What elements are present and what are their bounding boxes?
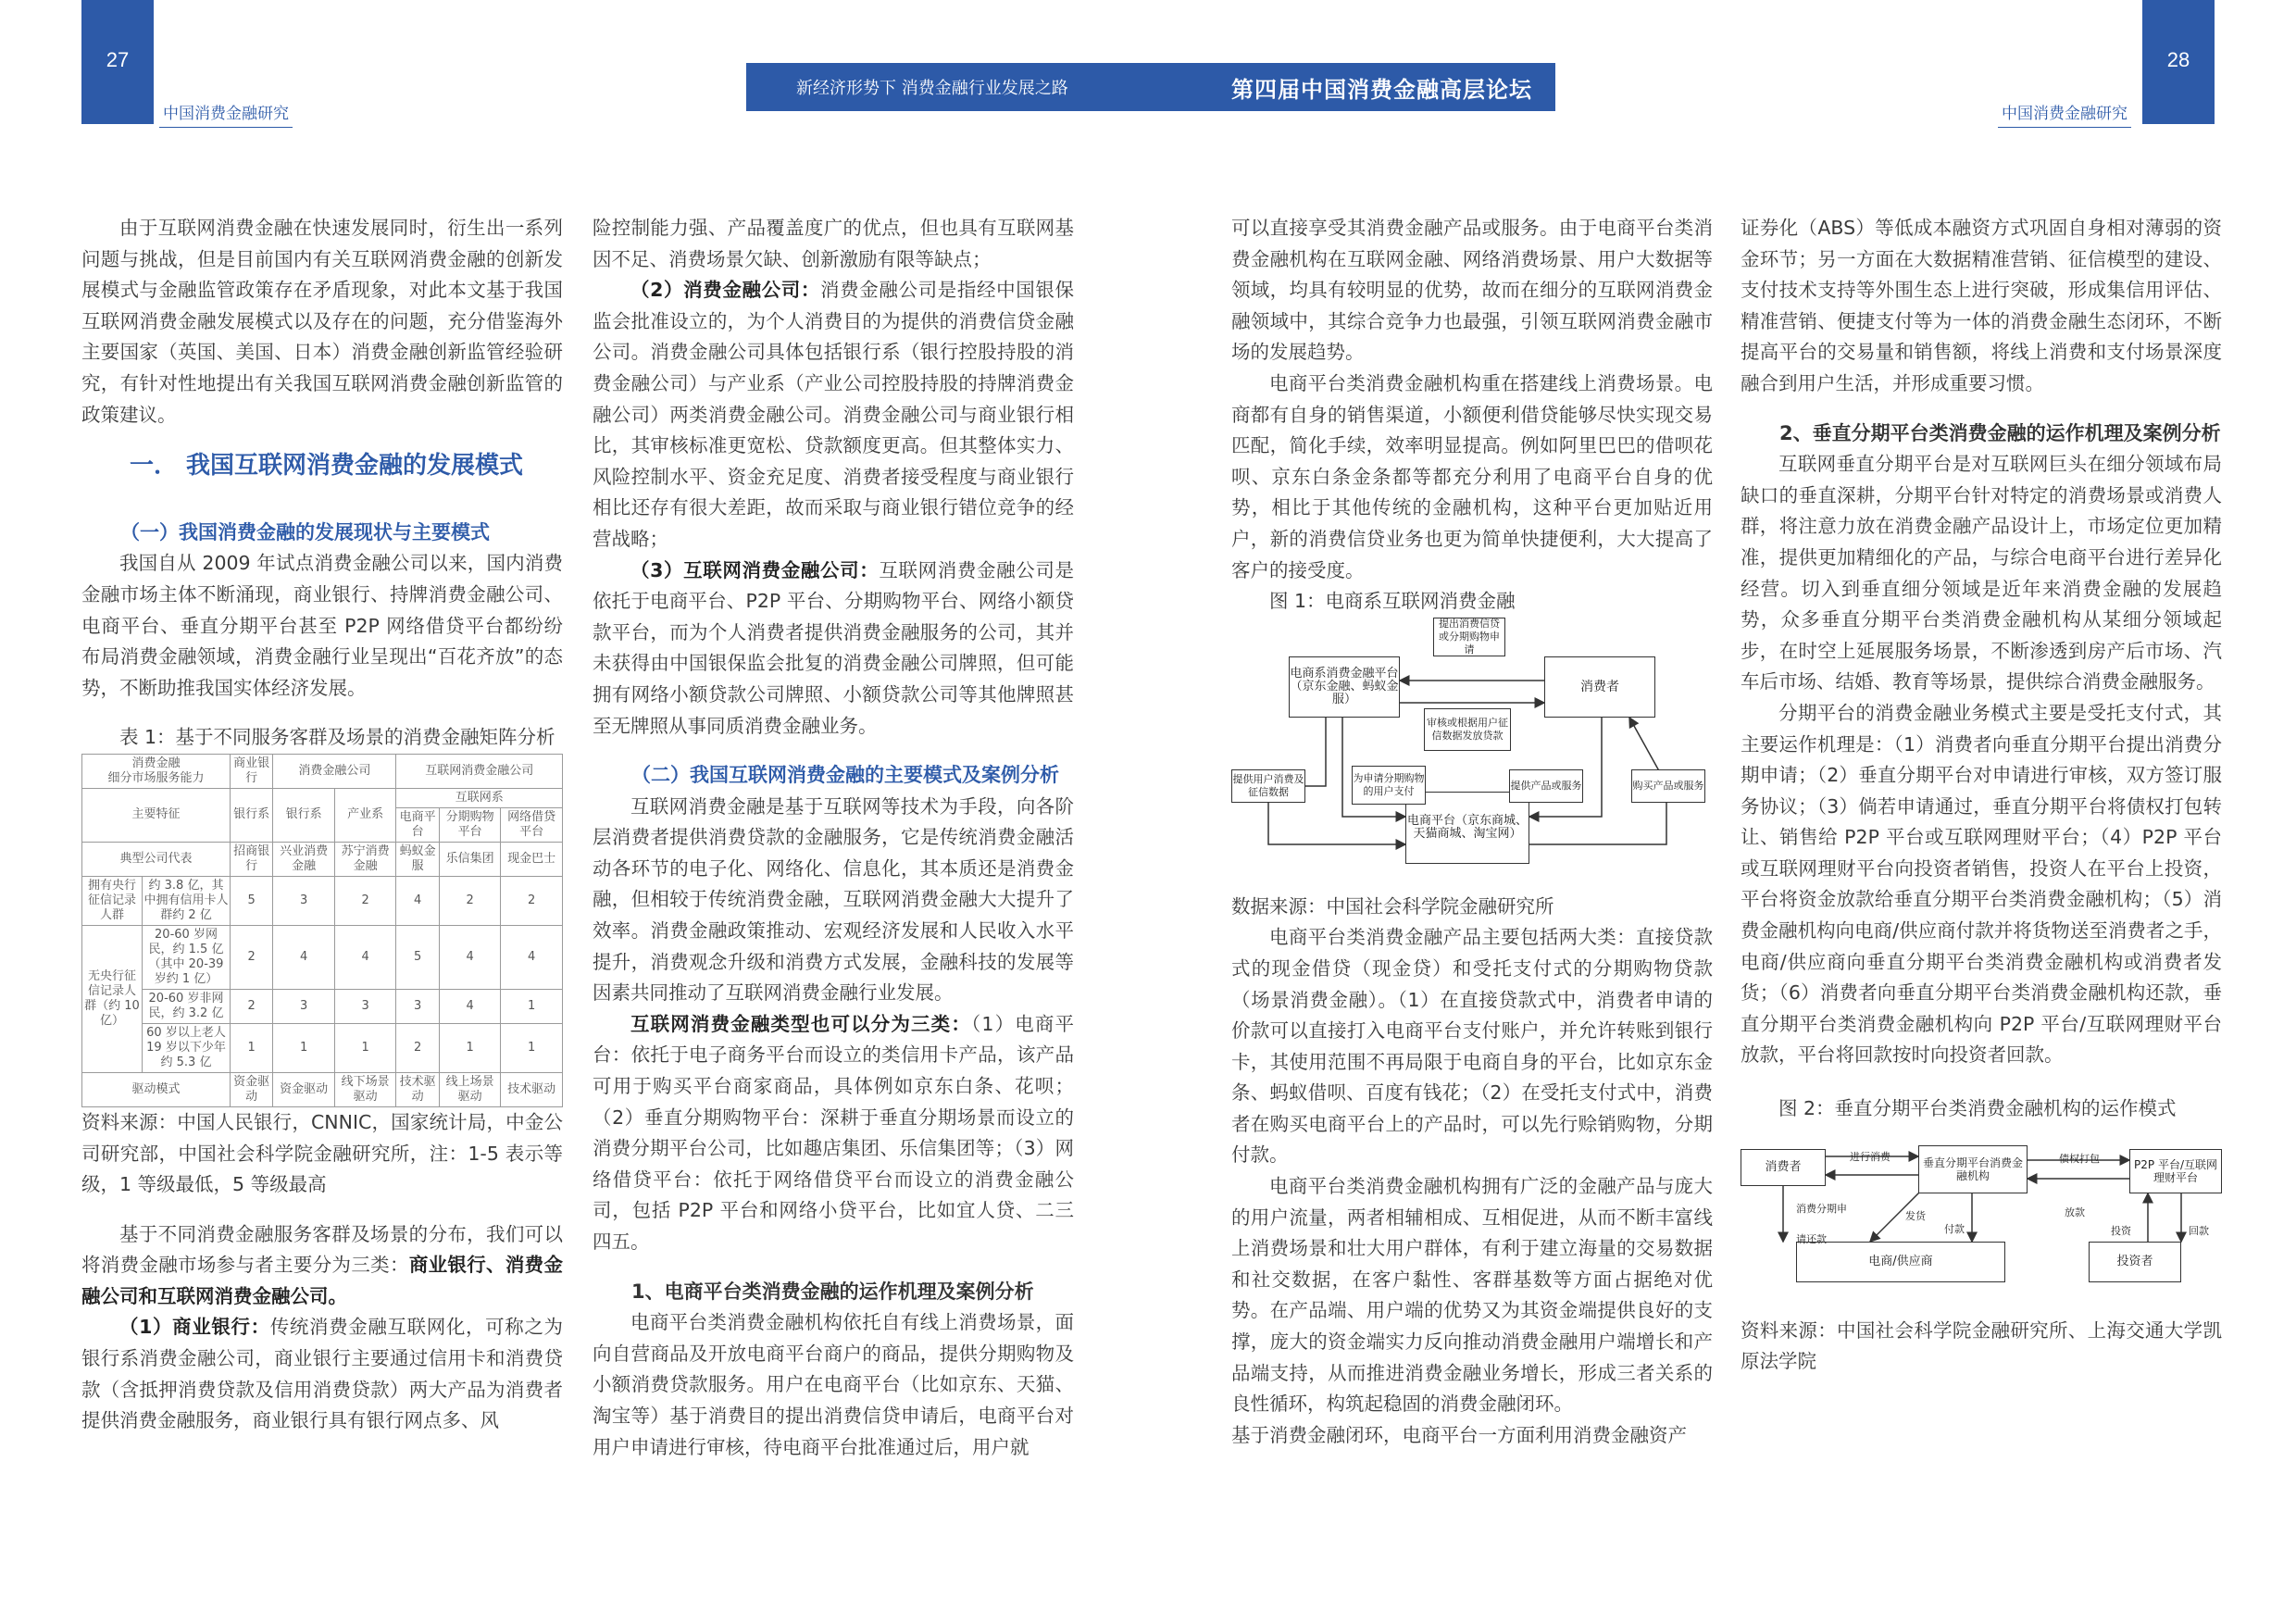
bold-text: （1）商业银行： [119,1316,270,1339]
ecommerce-platform-box: 电商平台（京东商城、天猫商城、淘宝网） [1405,792,1529,864]
label-return: 回款 [2189,1224,2209,1237]
table-source: 资料来源：中国人民银行，CNNIC，国家统计局，中金公司研究部，中国社会科学院金融研究所，注：1-5 表示等级，1 等级最低，5 等级最高 [81,1110,563,1196]
table-cell: 技术驱动 [501,1072,563,1106]
figure-source: 数据来源：中国社会科学院金融研究所 [1231,894,1554,918]
label-ship: 发货 [1905,1209,1926,1222]
table-cell: 线下场景驱动 [334,1072,396,1106]
figure-caption: 图 1：电商系互联网消费金融 [1269,590,1516,613]
bold-text: （2）消费金融公司： [630,279,821,302]
buy-box: 购买产品或服务 [1631,769,1705,803]
table-cell: 线上场景驱动 [439,1072,501,1106]
table-row-label: 主要特征 [82,788,231,842]
page-number-right: 28 [2142,0,2215,124]
table-header: 互联网系 [396,788,563,807]
paragraph: 互联网垂直分期平台是对互联网巨头在细分领域布局缺口的垂直深耕，分期平台针对特定的消费场景或消费人群，将注意力放在消费金融产品设计上，市场定位更加精准，提供更加精细化的产品，与综合电商平台进行差异化经营。切入到垂直细分领域是近年来消费金融的发展趋势，众多垂直分期平台类消费金融机构从某细分领域起步，在时空上延展服务场景，不断渗透到房产后市场、汽车后市场、结婚、教育等场景，提供综合消费金融服务。 [1741,453,2222,693]
column-4 [1741,213,2222,1378]
banner-title: 第四届中国消费金融高层论坛 [1231,76,1532,103]
forum-banner [746,63,1555,111]
p2p-platform-box: P2P 平台/互联网理财平台 [2129,1149,2222,1193]
table-cell: 3 [273,989,335,1023]
paragraph: 可以直接享受其消费金融产品或服务。由于电商平台类消费金融机构在互联网金融、网络消费场景、用户大数据等领域，均具有较明显的优势，故而在细分的互联网消费金融领域中，其综合竞争力也最强，引领互联网消费金融市场的发展趋势。 [1231,217,1713,364]
paragraph [593,275,1074,555]
table-row-label: 拥有央行征信记录人群 [82,876,143,925]
table-corner: 消费金融 细分市场服务能力 [82,754,231,788]
bold-text: 商业银行、消费金融公司和互联网消费金融公司。 [81,1254,563,1307]
table-cell: 4 [439,925,501,989]
text: 基于不同消费金融服务客群及场景的分布，我们可以将消费金融市场参与者主要分为三类： [81,1222,563,1277]
column-2 [593,213,1074,1463]
table-cell: 兴业消费金融 [273,842,335,876]
table-cell: 资金驱动 [231,1072,273,1106]
paragraph: 互联网消费金融是基于互联网等技术为手段，向各阶层消费者提供消费贷款的金融服务，它是传统消费金融活动各环节的电子化、网络化、信息化，其本质还是消费金融，但相较于传统消费金融，互联网消费金融大大提升了效率。消费金融政策推动、宏观经济发展和人民收入水平提升，消费观念升级和消费方式发展，金融科技的发展等因素共同推动了互联网消费金融行业发展。 [593,794,1074,1005]
vertical-platform-box: 垂直分期平台消费金融机构 [1918,1145,2028,1193]
table-row-label: 无央行征信记录人群（约 10 亿） [82,925,143,1072]
table-cell: 银行系 [231,788,273,842]
table-cell: 4 [501,925,563,989]
label-invest: 投资 [2111,1224,2131,1237]
figure-caption: 图 2：垂直分期平台类消费金融机构的运作模式 [1778,1097,2177,1120]
table-cell: 技术驱动 [396,1072,439,1106]
table-cell: 4 [439,989,501,1023]
table-caption: 表 1：基于不同服务客群及场景的消费金融矩阵分析 [119,726,555,749]
bold-text: （3）互联网消费金融公司： [630,558,880,581]
figure-2 [1741,1142,2222,1290]
table-cell: 网络借贷平台 [501,807,563,842]
paragraph: 电商平台类消费金融机构重在搭建线上消费场景。电商都有自身的销售渠道，小额便利借贷能够尽快实现交易匹配，简化手续，效率明显提高。例如阿里巴巴的借呗花呗、京东白条金条都等都充分利用了电商平台自身的优势，相比于其他传统的金融机构，这种平台更加贴近用户，新的消费信贷业务也更为简单快捷便利，大大提高了客户的接受度。 [1231,371,1713,581]
consumer-box: 消费者 [1741,1149,1826,1186]
paragraph: 分期平台的消费金融业务模式主要是受托支付式，其主要运作机理是：（1）消费者向垂直分期平台提出消费分期申请；（2）垂直分期平台对申请进行审核，双方签订服务协议；（3）倘若申请通过，垂直分期平台将债权打包转让、销售给 P2P 平台或互联网理财平台；（4）P2P 平台或互联网理财平台向投资者销售，投资人在平台上投资，平台将资金放款给垂直分期平台类消费金融机构；（5）消费金融机构向电商/供应商付款并将货物送至消费者之手，电商/供应商向垂直分期平台类消费金融机构或消费者发货；（6）消费者向垂直分期平台类消费金融机构还款，垂直分期平台类消费金融机构向 P2P 平台/互联网理财平台放款，平台将回款按时向投资者回款。 [1741,701,2222,1067]
pay-box: 为申请分期购物的用户支付 [1352,766,1426,805]
label-apply: 进行消费 [1850,1150,1890,1163]
table-header: 消费金融公司 [273,754,396,788]
label-pack: 债权打包 [2059,1152,2100,1165]
subsection-heading: （二）我国互联网消费金融的主要模式及案例分析 [631,764,1059,787]
label-pay: 付款 [1944,1222,1965,1235]
table-row-label: 典型公司代表 [82,842,231,876]
table-row-label: 60 岁以上老人 19 岁以下少年约 5.3 亿 [143,1023,231,1072]
table-header: 互联网消费金融公司 [396,754,563,788]
paragraph: 基于消费金融闭环，电商平台一方面利用消费金融资产 [1231,1423,1687,1446]
figure-source: 资料来源：中国社会科学院金融研究所、上海交通大学凯原法学院 [1741,1318,2222,1373]
column-1 [81,213,563,1437]
table-row-label: 20-60 岁网民，约 1.5 亿（其中 20-39 岁约 1 亿） [143,925,231,989]
table-header: 商业银行 [231,754,273,788]
table-cell: 蚂蚁金服 [396,842,439,876]
table-row-label: 20-60 岁非网民，约 3.2 亿 [143,989,231,1023]
column-3 [1231,213,1713,1451]
table-cell: 1 [334,1023,396,1072]
table-cell: 1 [501,1023,563,1072]
paragraph [81,1312,563,1436]
table-cell: 2 [334,876,396,925]
paragraph: 险控制能力强、产品覆盖度广的优点，但也具有互联网基因不足、消费场景欠缺、创新激励有限等缺点； [593,217,1074,270]
apply-box: 提出消费信贷或分期购物申请 [1433,618,1505,656]
paragraph: 电商平台类消费金融机构拥有广泛的金融产品与庞大的用户流量，两者相辅相成、互相促进，从而不断丰富线上消费场景和壮大用户群体，有利于建立海量的交易数据和社交数据，在客户黏性、客群基数等方面占据绝对优势。在产品端、用户端的优势又为其资金端提供良好的支撑，庞大的资金端实力反向推动消费金融用户端增长和产品端支持，从而推进消费金融业务增长，形成三者关系的良性循环，构筑起稳固的消费金融闭环。 [1231,1175,1713,1416]
page-number-left: 27 [81,0,154,124]
banner-subtitle: 新经济形势下 消费金融行业发展之路 [796,79,1068,98]
paragraph [81,1219,563,1313]
table-cell: 4 [273,925,335,989]
table-cell: 3 [273,876,335,925]
bold-text: 互联网消费金融类型也可以分为三类： [630,1012,971,1035]
paragraph [593,556,1074,743]
provide-box: 提供产品或服务 [1509,769,1583,803]
paragraph: 由于互联网消费金融在快速发展同时，衍生出一系列问题与挑战，但是目前国内有关互联网消费金融的创新发展模式与金融监管政策存在矛盾现象，对此本文基于我国互联网消费金融发展模式以及存在的问题，充分借鉴海外主要国家（英国、美国、日本）消费金融创新监管经验研究，有针对性地提出有关我国互联网消费金融创新监管的政策建议。 [81,217,563,426]
text: （1）电商平台：依托于电子商务平台而设立的类信用卡产品，该产品可用于购买平台商家商品，具体例如京东白条、花呗；（2）垂直分期购物平台：深耕于垂直分期场景而设立的消费分期平台公司，比如趣店集团、乐信集团等；（3）网络借贷平台：依托于网络借贷平台而设立的消费金融公司，包括 P2P 平台和网络小贷平台，比如宜人贷、二三四五。 [593,1012,1075,1253]
consumer-box: 消费者 [1544,656,1655,718]
investor-box: 投资者 [2089,1242,2181,1282]
brand-right: 中国消费金融研究 [1998,100,2131,128]
table-cell: 2 [231,989,273,1023]
paragraph: 我国自从 2009 年试点消费金融公司以来，国内消费金融市场主体不断涌现，商业银行、持牌消费金融公司、电商平台、垂直分期平台甚至 P2P 网络借贷平台都纷纷布局消费金融领域，消费金融行业呈现出“百花齐放”的态势，不断助推我国实体经济发展。 [81,552,563,699]
table-cell: 2 [439,876,501,925]
subsection-heading: （一）我国消费金融的发展现状与主要模式 [120,520,490,543]
paragraph: 证券化（ABS）等低成本融资方式巩固自身相对薄弱的资金环节；另一方面在大数据精准营销、征信模型的建设、支付技术支持等外围生态上进行突破，形成集信用评估、精准营销、便捷支付等为一体的消费金融生态闭环，不断提高平台的交易量和销售额，将线上消费和支付场景深度融合到用户生活，并形成重要习惯。 [1741,217,2222,394]
table-cell: 分期购物平台 [439,807,501,842]
text: 互联网消费金融公司是依托于电商平台、P2P 平台、分期购物平台、网络小额贷款平台，而为个人消费者提供消费金融服务的公司，其并未获得由中国银保监会批复的消费金融公司牌照，但可能拥有网络小额贷款公司牌照、小额贷款公司等其他牌照甚至无牌照从事同质消费金融业务。 [593,558,1075,737]
table-cell: 1 [273,1023,335,1072]
table-cell: 4 [334,925,396,989]
table-cell: 2 [501,876,563,925]
table-cell: 资金驱动 [273,1072,335,1106]
label-loan: 放款 [2065,1206,2085,1218]
subsection-heading: 2、垂直分期平台类消费金融的运作机理及案例分析 [1779,421,2221,444]
figure-1 [1231,618,1713,877]
table-cell: 银行系 [273,788,335,842]
user-data-box: 提供用户消费及征信数据 [1231,769,1305,803]
table-cell: 苏宁消费金融 [334,842,396,876]
table-cell: 2 [396,1023,439,1072]
text: 传统消费金融互联网化，可称之为银行系消费金融公司，商业银行主要通过信用卡和消费贷款（含抵押消费贷款及信用消费贷款）两大产品为消费者提供消费金融服务，商业银行具有银行网点多、风 [81,1316,564,1432]
table-cell: 2 [231,925,273,989]
table-cell: 3 [396,989,439,1023]
table-row-label: 约 3.8 亿，其中拥有信用卡人群约 2 亿 [143,876,231,925]
table-cell: 产业系 [334,788,396,842]
table-cell: 3 [334,989,396,1023]
text: 消费金融公司是指经中国银保监会批准设立的，为个人消费目的为提供的消费信贷金融公司。消费金融公司具体包括银行系（银行控股持股的消费金融公司）与产业系（产业公司控股持股的持牌消费金融公司）两类消费金融公司。消费金融公司与商业银行相比，其审核标准更宽松、贷款额度更高。但其整体实力、风险控制水平、资金充足度、消费者接受程度与商业银行相比还存有很大差距，故而采取与商业银行错位竞争的经营战略； [593,279,1075,550]
table-cell: 1 [439,1023,501,1072]
subsection-heading: 1、电商平台类消费金融的运作机理及案例分析 [631,1280,1034,1303]
review-box: 审核或根据用户征信数据发放贷款 [1424,708,1511,751]
section-heading: 一． 我国互联网消费金融的发展模式 [130,452,524,481]
paragraph: 电商平台类消费金融机构依托自有线上消费场景，面向自营商品及开放电商平台商户的商品，提供分期购物及小额消费贷款服务。用户在电商平台（比如京东、天猫、淘宝等）基于消费目的提出消费信贷申请后，电商平台对用户申请进行审核，待电商平台批准通过后，用户就 [593,1311,1074,1458]
brand-left: 中国消费金融研究 [159,100,293,128]
merchant-box: 电商/供应商 [1796,1242,2005,1282]
table-cell: 乐信集团 [439,842,501,876]
table-cell: 现金巴士 [501,842,563,876]
table-cell: 1 [501,989,563,1023]
table-cell: 5 [396,925,439,989]
matrix-table [81,754,563,1107]
table-cell: 招商银行 [231,842,273,876]
table-cell: 5 [231,876,273,925]
paragraph: 电商平台类消费金融产品主要包括两大类：直接贷款式的现金借贷（现金贷）和受托支付式的分期购物贷款（场景消费金融）。（1）在直接贷款式中，消费者申请的价款可以直接打入电商平台支付账户，并允许转账到银行卡，其使用范围不再局限于电商自身的平台，比如京东金条、蚂蚁借呗、百度有钱花；（2）在受托支付式中，消费者在购买电商平台上的产品时，可以先行赊销购物，分期付款。 [1231,926,1713,1167]
table-cell: 1 [231,1023,273,1072]
ecf-platform-box: 电商系消费金融平台（京东金融、蚂蚁金服） [1289,656,1400,718]
table-cell: 电商平台 [396,807,439,842]
table-cell: 4 [396,876,439,925]
label-review: 消费分期申请还款 [1796,1202,1847,1246]
table-row-label: 驱动模式 [82,1072,231,1106]
paragraph [593,1009,1074,1258]
